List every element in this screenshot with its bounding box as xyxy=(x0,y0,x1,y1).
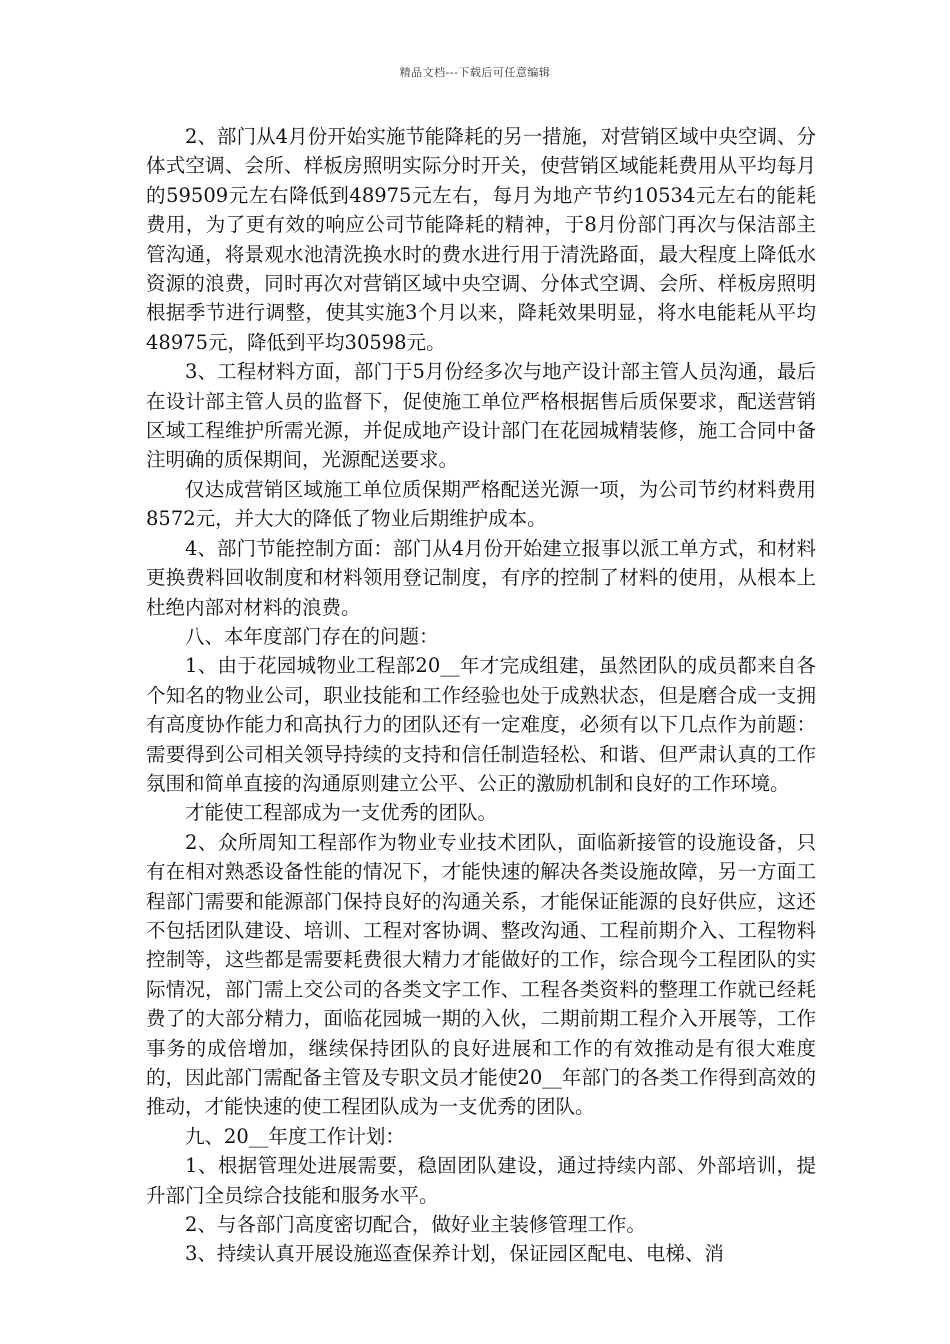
paragraph-energy-control: 4、部门节能控制方面：部门从4月份开始建立报事以派工单方式，和材料更换费料回收制度和材料领用登记制度，有序的控制了材料的使用，从根本上杜绝内部对材料的浪费。 xyxy=(146,536,816,619)
paragraph-plan-inspection: 3、持续认真开展设施巡查保养计划，保证园区配电、电梯、消 xyxy=(185,1242,724,1266)
section-heading-work-plan: 九、20__年度工作计划： xyxy=(185,1124,405,1148)
paragraph-excellent-team: 才能使工程部成为一支优秀的团队。 xyxy=(185,801,498,825)
document-body xyxy=(146,122,816,1269)
paragraph-plan-renovation: 2、与各部门高度密切配合，做好业主装修管理工作。 xyxy=(185,1213,646,1237)
page-header: 精品文档---下载后可任意编辑 xyxy=(399,66,551,79)
paragraph-problem-team-building: 1、由于花园城物业工程部20__年才完成组建，虽然团队的成员都来自各个知名的物业公司，职业技能和工作经验也处于成熟状态，但是磨合成一支拥有高度协作能力和高执行力的团队还有一定难度，必须有以下几点作为前题：需要得到公司相关领导持续的支持和信任制造轻松、和谐、但严肃认真的工作氛围和简单直接的沟通原则建立公平、公正的激励机制和良好的工作环境。 xyxy=(146,654,816,795)
paragraph-materials-savings: 仅达成营销区域施工单位质保期严格配送光源一项，为公司节约材料费用8572元，并大大的降低了物业后期维护成本。 xyxy=(146,477,816,531)
paragraph-energy-saving-measure: 2、部门从4月份开始实施节能降耗的另一措施，对营销区域中央空调、分体式空调、会所、样板房照明实际分时开关，使营销区域能耗费用从平均每月的59509元左右降低到48975元左右，每月为地产节约10534元左右的能耗费用，为了更有效的响应公司节能降耗的精神，于8月份部门再次与保洁部主管沟通，将景观水池清洗换水时的费水进行用于清洗路面，最大程度上降低水资源的浪费，同时再次对营销区域中央空调、分体式空调、会所、样板房照明根据季节进行调整，使其实施3个月以来，降耗效果明显，将水电能耗从平均48975元，降低到平均30598元。 xyxy=(146,125,816,354)
paragraph-problem-workload: 2、众所周知工程部作为物业专业技术团队，面临新接管的设施设备，只有在相对熟悉设备性能的情况下，才能快速的解决各类设施故障，另一方面工程部门需要和能源部门保持良好的沟通关系，才能保证能源的良好供应，这还不包括团队建设、培训、工程对客协调、整改沟通、工程前期介入、工程物料控制等，这些都是需要耗费很大精力才能做好的工作，综合现今工程团队的实际情况，部门需上交公司的各类文字工作、工程各类资料的整理工作就已经耗费了的大部分精力，面临花园城一期的入伙，二期前期工程介入开展等，工作事务的成倍增加，继续保持团队的良好进展和工作的有效推动是有很大难度的，因此部门需配备主管及专职文员才能使20__年部门的各类工作得到高效的推动，才能快速的使工程团队成为一支优秀的团队。 xyxy=(146,830,816,1119)
paragraph-engineering-materials: 3、工程材料方面，部门于5月份经多次与地产设计部主管人员沟通，最后在设计部主管人员的监督下，促使施工单位严格根据售后质保要求，配送营销区域工程维护所需光源，并促成地产设计部门在花园城精装修，施工合同中备注明确的质保期间，光源配送要求。 xyxy=(146,360,816,472)
section-heading-problems: 八、本年度部门存在的问题： xyxy=(185,624,439,648)
paragraph-plan-training: 1、根据管理处进展需要，稳固团队建设，通过持续内部、外部培训，提升部门全员综合技能和服务水平。 xyxy=(146,1154,816,1207)
